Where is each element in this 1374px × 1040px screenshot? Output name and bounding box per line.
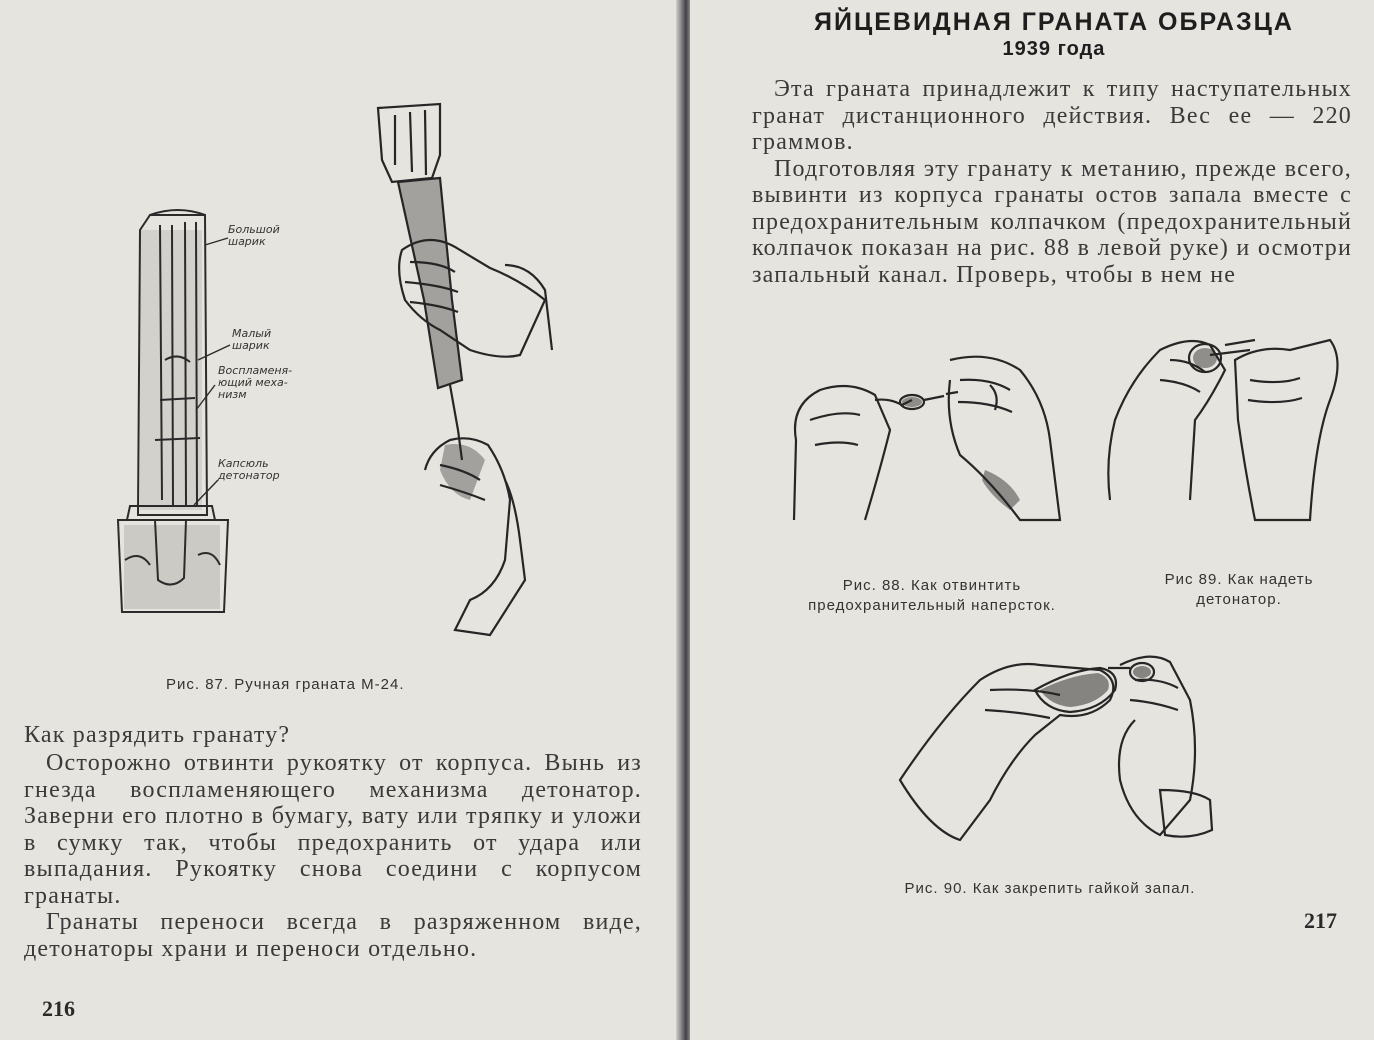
label-large-ball: Большой шарик (228, 223, 280, 248)
page-number-217: 217 (1304, 908, 1337, 933)
label-igniter: Воспламеня-ющий меха-низм (218, 364, 293, 401)
figure-89-caption: Рис 89. Как надеть детонатор. (1164, 571, 1314, 608)
left-paragraph-2: Гранаты переноси всегда в разряженном виде, детонаторы храни и переноси отдельно. (24, 909, 642, 962)
left-paragraph-1: Осторожно отвинти рукоятку от корпуса. Вынь из гнезда воспламеняющего механизма детонатор. Заверни его плотно в бумагу, вату или тряпку и уложи в сумку так, чтобы предохранить от удара или выпадания. Рукоятку снова соедини с корпусом гранаты. (24, 750, 642, 909)
section-heading: ЯЙЦЕВИДНАЯ ГРАНАТА ОБРАЗЦА (814, 8, 1294, 36)
left-page (0, 0, 686, 1040)
right-paragraph-1: Эта граната принадлежит к типу наступательных гранат дистанционного действия. Вес ее — 220 граммов. (752, 76, 1352, 155)
label-detonator-cap: Капсюль детонатор (218, 457, 280, 482)
label-small-ball: Малый шарик (232, 327, 272, 352)
right-paragraph-2: Подготовляя эту гранату к метанию, прежде всего, вывинти из корпуса гранаты остов запала вместе с предохранительным колпачком (предохранительный колпачок показан на рис. 88 в левой руке) и осмотри запальный канал. Проверь, чтобы в нем не (752, 155, 1352, 288)
left-body-text (24, 750, 642, 962)
page-number-216: 216 (42, 996, 75, 1021)
figure-88-caption: Рис. 88. Как отвинтить предохранительный наперсток. (808, 577, 1056, 614)
figure-90-caption: Рис. 90. Как закрепить гайкой запал. (904, 880, 1196, 897)
figure-87-caption: Рис. 87. Ручная граната М-24. (166, 676, 405, 693)
section-subheading: 1939 года (1002, 38, 1106, 60)
left-question-heading: Как разрядить гранату? (24, 722, 291, 748)
right-page (690, 0, 1374, 1040)
